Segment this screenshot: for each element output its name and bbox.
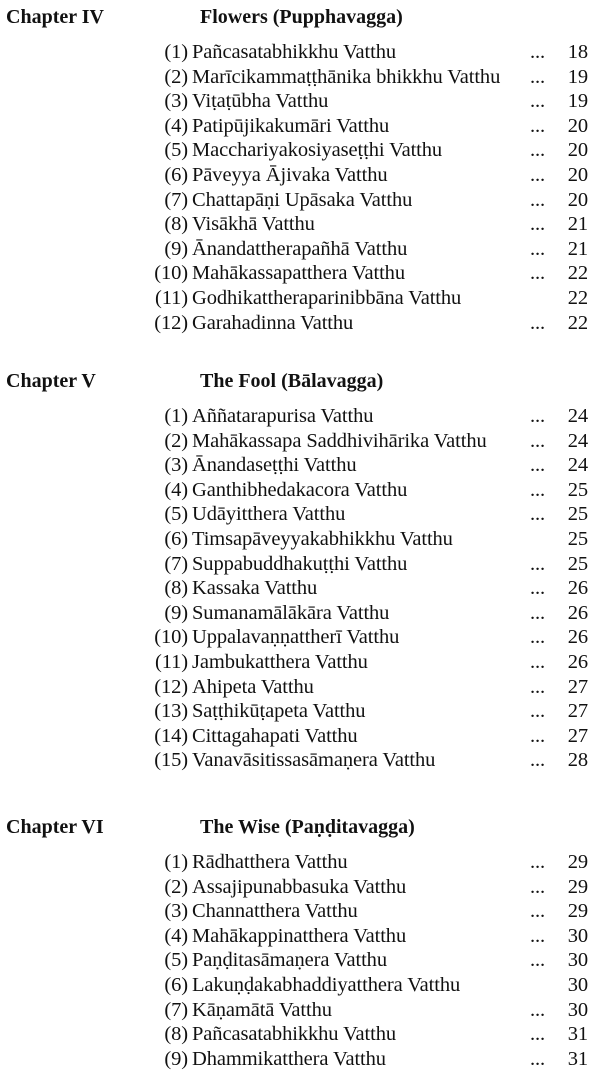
entry-title: Garahadinna Vatthu xyxy=(192,311,354,334)
entry-page-number: 30 xyxy=(567,973,588,996)
toc-entry xyxy=(0,850,600,875)
chapter-vi-section xyxy=(0,816,600,1071)
entry-title: Pāveyya Ājivaka Vatthu xyxy=(192,163,388,186)
entry-leader-dots: ... xyxy=(530,675,546,698)
toc-entry xyxy=(0,650,600,675)
entry-number: (11) xyxy=(155,286,188,309)
entry-page-number: 30 xyxy=(567,998,588,1021)
toc-entry xyxy=(0,237,600,262)
entry-number: (14) xyxy=(154,724,188,747)
entry-leader-dots: ... xyxy=(530,577,546,600)
entry-leader-dots: ... xyxy=(530,700,546,723)
entry-page-number: 24 xyxy=(567,429,588,452)
entry-page-number: 29 xyxy=(567,851,588,873)
entry-leader-dots: ... xyxy=(530,478,546,501)
entry-title: Godhikattheraparinibbāna Vatthu xyxy=(192,286,462,309)
chapter-iv-section xyxy=(0,6,600,335)
entry-number: (9) xyxy=(164,237,188,260)
entry-number: (7) xyxy=(164,552,188,575)
toc-entry xyxy=(0,188,600,213)
toc-entry xyxy=(0,311,600,336)
toc-entry xyxy=(0,261,600,286)
entry-leader-dots: ... xyxy=(530,139,546,162)
entry-number: (6) xyxy=(164,527,188,550)
entry-leader-dots: ... xyxy=(530,1047,546,1070)
entry-page-number: 21 xyxy=(567,213,588,236)
toc-entry xyxy=(0,899,600,924)
toc-entry xyxy=(0,212,600,237)
toc-entry xyxy=(0,625,600,650)
entry-title: Mahākassapa Saddhivihārika Vatthu xyxy=(192,429,487,452)
entry-page-number: 27 xyxy=(567,700,588,723)
entry-title: Mahākappinatthera Vatthu xyxy=(192,924,407,947)
entry-page-number: 22 xyxy=(567,286,588,309)
toc-entry xyxy=(0,286,600,311)
entry-page-number: 20 xyxy=(567,139,588,162)
entry-page-number: 25 xyxy=(567,478,588,501)
entry-title: Cittagahapati Vatthu xyxy=(192,724,358,747)
entry-title: Timsapāveyyakabhikkhu Vatthu xyxy=(192,527,453,550)
entry-title: Viṭaṭūbha Vatthu xyxy=(192,90,329,113)
entry-number: (5) xyxy=(164,139,188,162)
entry-page-number: 25 xyxy=(567,527,588,550)
entry-leader-dots: ... xyxy=(530,601,546,624)
entry-title: Suppabuddhakuṭṭhi Vatthu xyxy=(192,552,408,575)
entry-page-number: 26 xyxy=(567,650,588,673)
entry-leader-dots: ... xyxy=(530,237,546,260)
entry-leader-dots: ... xyxy=(530,503,546,526)
chapter-label: Chapter VI xyxy=(6,816,104,838)
entry-number: (8) xyxy=(164,1023,188,1046)
entry-page-number: 30 xyxy=(567,949,588,972)
entry-title: Sumanamālākāra Vatthu xyxy=(192,601,390,624)
chapter-label: Chapter V xyxy=(6,370,96,392)
entry-number: (5) xyxy=(164,503,188,526)
toc-entry xyxy=(0,138,600,163)
entry-page-number: 21 xyxy=(567,237,588,260)
entry-number: (1) xyxy=(164,41,188,63)
entry-number: (9) xyxy=(164,1047,188,1070)
chapter-v-heading xyxy=(0,370,600,398)
entry-title: Lakuṇḍakabhaddiyatthera Vatthu xyxy=(192,973,461,996)
toc-entry xyxy=(0,163,600,188)
entry-leader-dots: ... xyxy=(530,163,546,186)
entry-leader-dots: ... xyxy=(530,454,546,477)
entry-title: Paṇḍitasāmaṇera Vatthu xyxy=(192,949,387,972)
entry-number: (7) xyxy=(164,188,188,211)
entry-leader-dots: ... xyxy=(530,875,546,898)
entry-page-number: 27 xyxy=(567,724,588,747)
entry-number: (3) xyxy=(164,90,188,113)
chapter-iv-heading xyxy=(0,6,600,34)
entry-page-number: 22 xyxy=(567,262,588,285)
entry-title: Saṭṭhikūṭapeta Vatthu xyxy=(192,700,366,723)
entry-leader-dots: ... xyxy=(530,724,546,747)
chapter-v-entries xyxy=(0,404,600,773)
toc-entry xyxy=(0,502,600,527)
entry-leader-dots: ... xyxy=(530,213,546,236)
entry-page-number: 31 xyxy=(567,1047,588,1070)
entry-page-number: 20 xyxy=(567,114,588,137)
entry-number: (4) xyxy=(164,924,188,947)
entry-title: Ganthibhedakacora Vatthu xyxy=(192,478,408,501)
entry-page-number: 26 xyxy=(567,626,588,649)
entry-number: (3) xyxy=(164,454,188,477)
entry-page-number: 27 xyxy=(567,675,588,698)
entry-title: Ahipeta Vatthu xyxy=(192,675,314,698)
entry-leader-dots: ... xyxy=(530,405,546,427)
entry-page-number: 26 xyxy=(567,577,588,600)
toc-entry xyxy=(0,948,600,973)
entry-number: (2) xyxy=(164,429,188,452)
entry-title: Ānandattherapañhā Vatthu xyxy=(192,237,408,260)
entry-leader-dots: ... xyxy=(530,311,546,334)
entry-leader-dots: ... xyxy=(530,429,546,452)
entry-title: Channatthera Vatthu xyxy=(192,900,358,923)
entry-leader-dots: ... xyxy=(530,650,546,673)
entry-title: Ānandaseṭṭhi Vatthu xyxy=(192,454,357,477)
entry-number: (12) xyxy=(154,675,188,698)
entry-number: (13) xyxy=(154,700,188,723)
entry-number: (4) xyxy=(164,478,188,501)
chapter-label: Chapter IV xyxy=(6,6,104,28)
entry-page-number: 20 xyxy=(567,163,588,186)
entry-number: (11) xyxy=(155,650,188,673)
entry-leader-dots: ... xyxy=(530,998,546,1021)
entry-leader-dots: ... xyxy=(530,851,546,873)
entry-number: (5) xyxy=(164,949,188,972)
entry-number: (1) xyxy=(164,851,188,873)
entry-page-number: 19 xyxy=(567,90,588,113)
entry-number: (8) xyxy=(164,213,188,236)
entry-page-number: 25 xyxy=(567,503,588,526)
chapter-v-section xyxy=(0,370,600,773)
toc-entry xyxy=(0,998,600,1023)
chapter-vi-entries xyxy=(0,850,600,1071)
entry-number: (1) xyxy=(164,405,188,427)
entry-title: Kāṇamātā Vatthu xyxy=(192,998,332,1021)
entry-number: (12) xyxy=(154,311,188,334)
entry-title: Chattapāṇi Upāsaka Vatthu xyxy=(192,188,413,211)
chapter-title: The Fool (Bālavagga) xyxy=(200,370,384,392)
chapter-vi-heading xyxy=(0,816,600,844)
entry-title: Aññatarapurisa Vatthu xyxy=(192,405,374,427)
chapter-iv-entries xyxy=(0,40,600,335)
entry-leader-dots: ... xyxy=(530,900,546,923)
chapter-title: Flowers (Pupphavagga) xyxy=(200,6,403,28)
chapter-title: The Wise (Paṇḍitavagga) xyxy=(200,816,415,838)
toc-entry xyxy=(0,576,600,601)
entry-leader-dots: ... xyxy=(530,188,546,211)
entry-leader-dots: ... xyxy=(530,626,546,649)
toc-entry xyxy=(0,675,600,700)
toc-entry xyxy=(0,973,600,998)
entry-page-number: 29 xyxy=(567,875,588,898)
entry-number: (15) xyxy=(154,749,188,772)
entry-number: (2) xyxy=(164,65,188,88)
entry-page-number: 24 xyxy=(567,405,588,427)
entry-title: Kassaka Vatthu xyxy=(192,577,318,600)
entry-leader-dots: ... xyxy=(530,949,546,972)
entry-leader-dots: ... xyxy=(530,114,546,137)
toc-entry xyxy=(0,748,600,773)
toc-entry xyxy=(0,552,600,577)
toc-entry xyxy=(0,429,600,454)
entry-title: Pañcasatabhikkhu Vatthu xyxy=(192,41,396,63)
entry-title: Macchariyakosiyaseṭṭhi Vatthu xyxy=(192,139,443,162)
entry-title: Mahākassapatthera Vatthu xyxy=(192,262,405,285)
entry-number: (2) xyxy=(164,875,188,898)
toc-entry xyxy=(0,527,600,552)
entry-leader-dots: ... xyxy=(530,65,546,88)
entry-number: (6) xyxy=(164,163,188,186)
entry-page-number: 30 xyxy=(567,924,588,947)
entry-title: Pañcasatabhikkhu Vatthu xyxy=(192,1023,396,1046)
entry-title: Visākhā Vatthu xyxy=(192,213,315,236)
entry-page-number: 18 xyxy=(567,41,588,63)
entry-number: (3) xyxy=(164,900,188,923)
entry-leader-dots: ... xyxy=(530,41,546,63)
entry-title: Dhammikatthera Vatthu xyxy=(192,1047,386,1070)
toc-entry xyxy=(0,1047,600,1071)
entry-title: Assajipunabbasuka Vatthu xyxy=(192,875,407,898)
toc-entry xyxy=(0,65,600,90)
entry-title: Udāyitthera Vatthu xyxy=(192,503,346,526)
entry-number: (10) xyxy=(154,262,188,285)
entry-leader-dots: ... xyxy=(530,552,546,575)
toc-entry xyxy=(0,1022,600,1047)
entry-leader-dots: ... xyxy=(530,262,546,285)
entry-page-number: 26 xyxy=(567,601,588,624)
entry-title: Patipūjikakumāri Vatthu xyxy=(192,114,390,137)
toc-entry xyxy=(0,724,600,749)
entry-page-number: 28 xyxy=(567,749,588,772)
entry-page-number: 22 xyxy=(567,311,588,334)
toc-entry xyxy=(0,40,600,65)
entry-number: (9) xyxy=(164,601,188,624)
entry-title: Marīcikammaṭṭhānika bhikkhu Vatthu xyxy=(192,65,501,88)
toc-entry xyxy=(0,478,600,503)
entry-page-number: 29 xyxy=(567,900,588,923)
toc-entry xyxy=(0,924,600,949)
toc-entry xyxy=(0,601,600,626)
entry-title: Rādhatthera Vatthu xyxy=(192,851,348,873)
toc-entry xyxy=(0,453,600,478)
entry-title: Vanavāsitissasāmaṇera Vatthu xyxy=(192,749,436,772)
entry-leader-dots: ... xyxy=(530,90,546,113)
entry-number: (7) xyxy=(164,998,188,1021)
toc-entry xyxy=(0,114,600,139)
entry-leader-dots: ... xyxy=(530,1023,546,1046)
entry-page-number: 24 xyxy=(567,454,588,477)
toc-entry xyxy=(0,699,600,724)
toc-entry xyxy=(0,89,600,114)
entry-number: (10) xyxy=(154,626,188,649)
entry-title: Uppalavaṇṇattherī Vatthu xyxy=(192,626,400,649)
entry-page-number: 20 xyxy=(567,188,588,211)
entry-number: (6) xyxy=(164,973,188,996)
entry-leader-dots: ... xyxy=(530,924,546,947)
entry-title: Jambukatthera Vatthu xyxy=(192,650,368,673)
entry-page-number: 31 xyxy=(567,1023,588,1046)
entry-page-number: 19 xyxy=(567,65,588,88)
entry-number: (8) xyxy=(164,577,188,600)
entry-number: (4) xyxy=(164,114,188,137)
entry-leader-dots: ... xyxy=(530,749,546,772)
toc-entry xyxy=(0,875,600,900)
toc-entry xyxy=(0,404,600,429)
entry-page-number: 25 xyxy=(567,552,588,575)
